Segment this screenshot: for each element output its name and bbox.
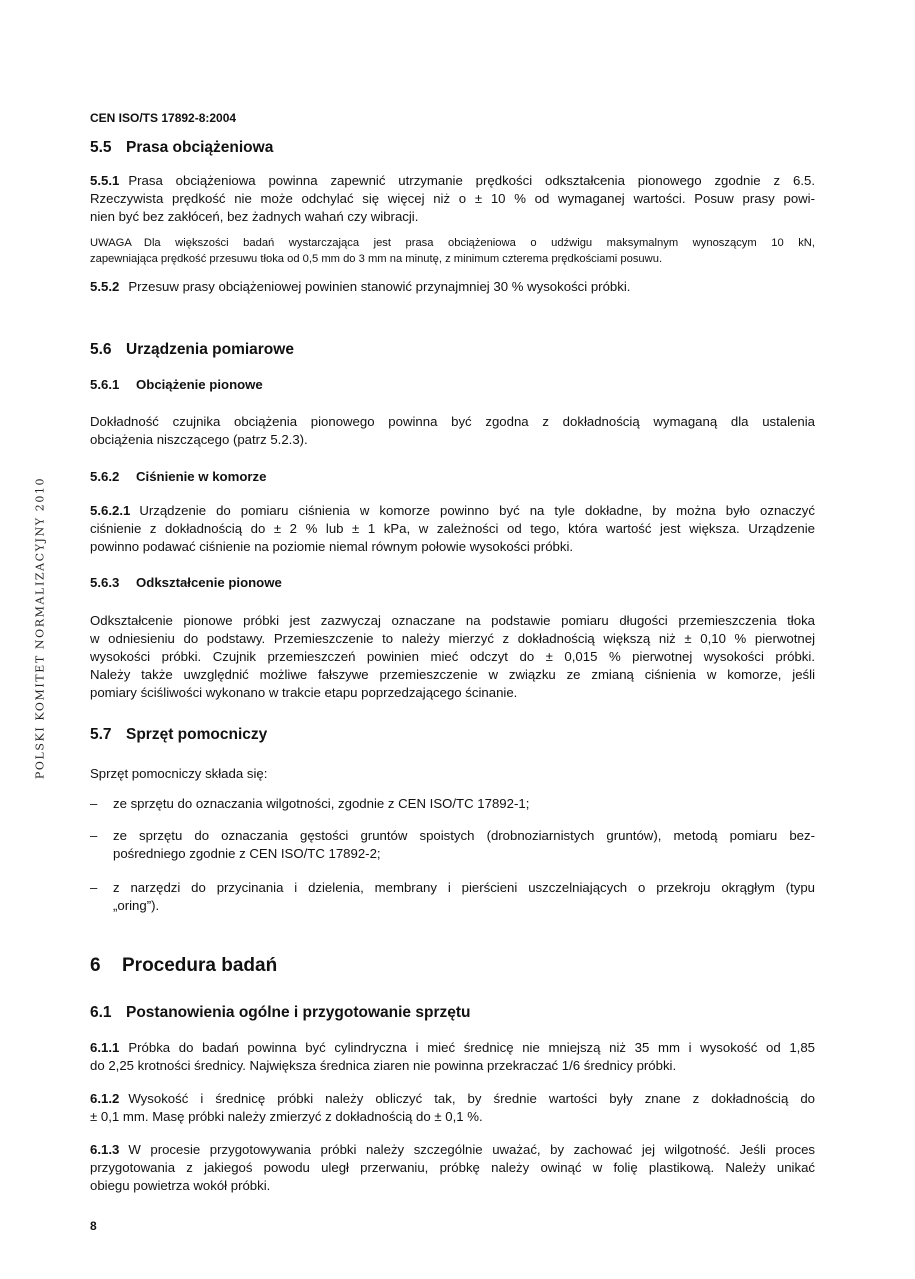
line-text: ± 0,1 mm. Masę próbki należy zmierzyć z dokładnością do ± 0,1 %. (90, 1109, 483, 1124)
line-text: Przesuw prasy obciążeniowej powinien stanowić przynajmniej 30 % wysokości próbki. (128, 279, 631, 294)
line-text: obiegu powietrza wokół próbki. (90, 1178, 271, 1193)
section-number: 5.6 (90, 341, 112, 358)
list-item-text (113, 879, 815, 915)
paragraph (90, 413, 815, 449)
section-heading-6 (90, 955, 815, 977)
line-text: Rzeczywista prędkość nie może odchylać się więcej niż o ± 10 % od wymaganej wartości. Posuw prasy powi- (90, 191, 815, 206)
section-title: Prasa obciążeniowa (126, 139, 274, 156)
text-line (113, 827, 815, 845)
paragraph (90, 765, 815, 783)
list-item (90, 795, 815, 813)
list-item-text (113, 827, 815, 863)
line-text: powinno podawać ciśnienie na poziomie niemal równym połowie wysokości próbki. (90, 539, 574, 554)
text-line (90, 502, 815, 520)
text-line (90, 612, 815, 630)
paragraph (90, 1039, 815, 1075)
text-line (90, 208, 815, 226)
clause-number: 5.5.1 (90, 173, 120, 188)
running-header: CEN ISO/TS 17892-8:2004 (90, 111, 237, 125)
list-item-text (113, 795, 815, 813)
line-text: Należy także uwzględnić możliwe fałszywe przemieszczenie w związku ze zmianą ciśnienia w komorze, jeśli (90, 667, 815, 682)
section-title: Postanowienia ogólne i przygotowanie sprzętu (126, 1004, 471, 1021)
clause-number: 6.1.3 (90, 1142, 120, 1157)
note (90, 235, 815, 267)
text-line (90, 1177, 815, 1195)
line-text: nien być bez zakłóceń, bez żadnych wahań czy wibracji. (90, 209, 419, 224)
list-item (90, 879, 815, 915)
paragraph (90, 1141, 815, 1195)
section-title: Urządzenia pomiarowe (126, 341, 294, 358)
text-line (90, 1159, 815, 1177)
clause-number: 6.1.2 (90, 1091, 120, 1106)
text-line (90, 235, 815, 251)
text-line (90, 190, 815, 208)
section-number: 5.6.1 (90, 377, 120, 392)
line-text: przygotowania z jakiegoś powodu uległ przerwaniu, próbkę należy owinąć w folię plastikową. Należy unikać (90, 1160, 815, 1175)
line-text: obciążenia niszczącego (patrz 5.2.3). (90, 432, 308, 447)
list-bullet: – (90, 828, 98, 843)
line-text: do 2,25 krotności średnicy. Największa średnica ziaren nie powinna przekraczać 1/6 średnicy próbki. (90, 1058, 677, 1073)
section-number: 5.5 (90, 139, 112, 156)
line-text: ze sprzętu do oznaczania wilgotności, zgodnie z CEN ISO/TC 17892-1; (113, 796, 530, 811)
section-heading-5-6-1 (90, 377, 815, 392)
paragraph (90, 502, 815, 556)
line-text: zapewniająca prędkość przesuwu tłoka od 0,5 mm do 3 mm na minutę, z minimum czterema prędkościami posuwu. (90, 253, 663, 265)
line-text: Odkształcenie pionowe próbki jest zazwyczaj oznaczane na podstawie pomiaru długości przemieszczenia tłoka (90, 613, 815, 628)
paragraph (90, 172, 815, 226)
line-text: Urządzenie do pomiaru ciśnienia w komorze powinno być na tyle dokładne, by można było oznaczyć (139, 503, 815, 518)
text-line (90, 251, 815, 267)
text-line (90, 684, 815, 702)
text-line (90, 666, 815, 684)
text-line (90, 278, 815, 296)
section-heading-5-6 (90, 341, 815, 359)
text-line (90, 648, 815, 666)
section-title: Procedura badań (122, 955, 278, 976)
text-line (90, 1057, 815, 1075)
list-bullet: – (90, 796, 98, 811)
text-line (113, 845, 815, 863)
list-item (90, 827, 815, 863)
line-text: pośredniego zgodnie z CEN ISO/TC 17892-2; (113, 846, 381, 861)
text-line (90, 1141, 815, 1159)
text-line (90, 765, 815, 783)
text-line (90, 630, 815, 648)
section-number: 5.6.2 (90, 469, 120, 484)
line-text: Próbka do badań powinna być cylindryczna i mieć średnicę nie mniejszą niż 35 mm i wysokość od 1,85 (128, 1040, 815, 1055)
text-line (113, 897, 815, 915)
line-text: wysokości próbki. Czujnik przemieszczeń powinien mieć odczyt do ± 0,015 % pierwotnej wysokości próbki. (90, 649, 815, 664)
section-heading-5-6-3 (90, 575, 815, 590)
side-stamp: POLSKI KOMITET NORMALIZACYJNY 2010 (33, 476, 47, 780)
text-line (113, 879, 815, 897)
line-text: pomiary ściśliwości wykonano w trakcie etapu poprzedzającego ścinanie. (90, 685, 518, 700)
text-line (113, 795, 815, 813)
list-bullet: – (90, 880, 98, 895)
section-number: 6.1 (90, 1004, 112, 1021)
paragraph (90, 278, 815, 296)
line-text: Dla większości badań wystarczająca jest prasa obciążeniowa o udźwigu maksymalnym wynoszącym 10 kN, (143, 237, 815, 249)
section-heading-5-5 (90, 139, 815, 157)
text-line (90, 1090, 815, 1108)
section-heading-5-7 (90, 726, 815, 744)
line-text: W procesie przygotowywania próbki należy szczególnie uważać, by zachować jej wilgotność. Jeśli proces (128, 1142, 815, 1157)
note-label: UWAGA (90, 237, 132, 249)
text-line (90, 538, 815, 556)
section-title: Obciążenie pionowe (136, 377, 263, 392)
section-number: 6 (90, 955, 101, 976)
line-text: Dokładność czujnika obciążenia pionowego powinna być zgodna z dokładnością wymaganą dla ustalenia (90, 414, 815, 429)
line-text: „oring”). (113, 898, 160, 913)
clause-number: 5.6.2.1 (90, 503, 131, 518)
section-number: 5.7 (90, 726, 112, 743)
section-number: 5.6.3 (90, 575, 120, 590)
line-text: z narzędzi do przycinania i dzielenia, membrany i pierścieni uszczelniających o przekroju okrągłym (typu (113, 880, 815, 895)
text-line (90, 1039, 815, 1057)
text-line (90, 431, 815, 449)
line-text: w odniesieniu do podstawy. Przemieszczenie to należy mierzyć z dokładnością większą niż ± 0,10 % pierwotnej (90, 631, 815, 646)
line-text: ciśnienie z dokładnością do ± 2 % lub ± 1 kPa, w zależności od tego, która wartość jest większa. Urządzenie (90, 521, 815, 536)
line-text: ze sprzętu do oznaczania gęstości gruntów spoistych (drobnoziarnistych gruntów), metodą pomiaru bez- (113, 828, 815, 843)
section-heading-6-1 (90, 1004, 815, 1022)
section-title: Odkształcenie pionowe (136, 575, 282, 590)
page-number: 8 (90, 1219, 97, 1233)
text-line (90, 413, 815, 431)
paragraph (90, 1090, 815, 1126)
paragraph (90, 612, 815, 702)
clause-number: 6.1.1 (90, 1040, 120, 1055)
section-title: Sprzęt pomocniczy (126, 726, 268, 743)
line-text: Wysokość i średnicę próbki należy obliczyć tak, by średnie wartości były znane z dokładnością do (128, 1091, 815, 1106)
line-text: Prasa obciążeniowa powinna zapewnić utrzymanie prędkości odkształcenia pionowego zgodnie z 6.5. (128, 173, 815, 188)
text-line (90, 172, 815, 190)
section-heading-5-6-2 (90, 469, 815, 484)
clause-number: 5.5.2 (90, 279, 120, 294)
line-text: Sprzęt pomocniczy składa się: (90, 766, 268, 781)
text-line (90, 1108, 815, 1126)
section-title: Ciśnienie w komorze (136, 469, 267, 484)
text-line (90, 520, 815, 538)
